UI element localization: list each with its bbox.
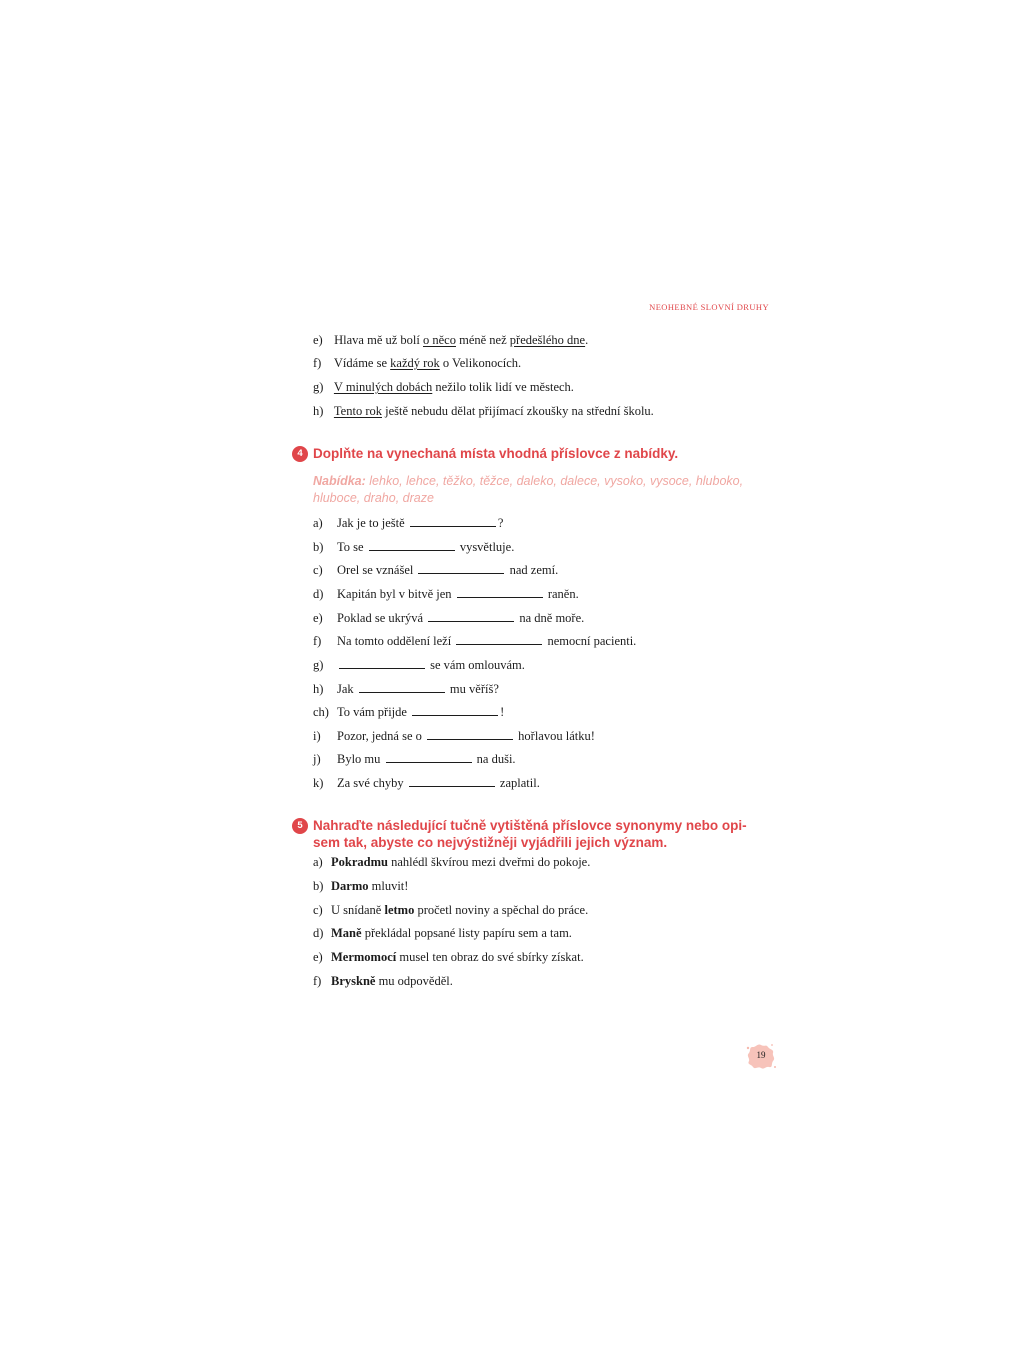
item-text: ? xyxy=(497,516,504,530)
fill-in-blank[interactable] xyxy=(339,656,425,669)
task4-item-b xyxy=(313,538,514,555)
page-number-badge xyxy=(745,1042,777,1072)
item-text: se vám omlouvám. xyxy=(427,658,525,672)
prev-item-h xyxy=(313,403,654,419)
item-text: Kapitán byl v bitvě jen xyxy=(337,587,455,601)
item-text: mluvit! xyxy=(368,879,409,893)
task-number-badge: 4 xyxy=(292,446,308,462)
item-text: Bylo mu xyxy=(337,752,384,766)
bold-adverb: Bryskně xyxy=(331,974,376,988)
fill-in-blank[interactable] xyxy=(386,750,472,763)
page-number: 19 xyxy=(756,1050,766,1060)
item-label: d) xyxy=(313,587,324,601)
item-text: Za své chyby xyxy=(337,776,407,790)
item-text: Vídáme se xyxy=(333,356,391,370)
item-label: b) xyxy=(313,879,324,893)
item-text: ! xyxy=(500,705,505,719)
fill-in-blank[interactable] xyxy=(456,632,542,645)
task4-item-ch xyxy=(313,703,504,720)
bold-adverb: Mermomocí xyxy=(331,950,397,964)
item-text: raněn. xyxy=(544,587,579,601)
fill-in-blank[interactable] xyxy=(359,680,445,693)
task4-item-f xyxy=(313,632,636,649)
item-text: nad zemí. xyxy=(506,563,559,577)
task4-item-j xyxy=(313,750,516,767)
offer-words: lehko, lehce, těžko, těžce, daleko, dalece, vysoko, vysoce, hluboko, xyxy=(365,474,744,488)
bold-adverb: letmo xyxy=(384,903,415,917)
item-text: Pozor, jedná se o xyxy=(337,729,426,743)
item-label: e) xyxy=(313,950,323,964)
item-label: e) xyxy=(313,611,323,625)
task5-item-f xyxy=(313,973,453,989)
item-label: g) xyxy=(313,380,324,394)
fill-in-blank[interactable] xyxy=(412,703,498,716)
task4-item-d xyxy=(313,585,579,602)
task-title-line: Nahraďte následující tučně vytištěná příslovce synonymy nebo opi- xyxy=(313,818,747,833)
item-text: Orel se vznášel xyxy=(337,563,417,577)
bold-adverb: Darmo xyxy=(331,879,369,893)
item-text: Jak xyxy=(337,682,357,696)
item-label: f) xyxy=(313,634,322,648)
item-text: na dně moře. xyxy=(516,611,585,625)
item-text: Jak je to ještě xyxy=(337,516,408,530)
task-title: Doplňte na vynechaná místa vhodná příslovce z nabídky. xyxy=(313,446,679,461)
task4-item-a xyxy=(313,514,503,531)
item-text: U snídaně xyxy=(331,903,385,917)
item-text: ještě nebudu dělat přijímací zkoušky na střední školu. xyxy=(381,404,654,418)
item-label: b) xyxy=(313,540,324,554)
item-text: musel ten obraz do své sbírky získat. xyxy=(396,950,584,964)
item-text: nemocní pacienti. xyxy=(544,634,637,648)
item-text: hořlavou látku! xyxy=(515,729,595,743)
task4-item-h xyxy=(313,680,499,697)
item-label: f) xyxy=(313,356,322,370)
prev-item-f xyxy=(313,355,521,371)
item-text: na duši. xyxy=(473,752,516,766)
item-text: zaplatil. xyxy=(496,776,540,790)
task4-item-k xyxy=(313,774,540,791)
offer-words: hluboce, draho, draze xyxy=(313,491,434,505)
item-label: h) xyxy=(313,682,324,696)
item-text: To se xyxy=(337,540,367,554)
underlined-phrase: V minulých dobách xyxy=(333,380,433,394)
item-text: nežilo tolik lidí ve městech. xyxy=(432,380,574,394)
item-text: Hlava mě už bolí xyxy=(334,333,423,347)
word-offer xyxy=(313,473,753,507)
item-label: i) xyxy=(313,729,321,743)
underlined-phrase: každý rok xyxy=(390,356,440,370)
task5-item-a xyxy=(313,854,590,870)
underlined-phrase: předešlého dne xyxy=(509,333,586,347)
item-label: c) xyxy=(313,563,323,577)
fill-in-blank[interactable] xyxy=(410,514,496,527)
task5-item-e xyxy=(313,949,584,965)
item-label: a) xyxy=(313,516,323,530)
task5-item-b xyxy=(313,878,408,894)
item-text: o Velikonocích. xyxy=(439,356,522,370)
fill-in-blank[interactable] xyxy=(428,609,514,622)
item-label: f) xyxy=(313,974,322,988)
fill-in-blank[interactable] xyxy=(427,727,513,740)
item-label: j) xyxy=(313,752,321,766)
prev-item-g xyxy=(313,379,574,395)
task5-item-d xyxy=(313,925,572,941)
item-label: k) xyxy=(313,776,324,790)
task-title-line: sem tak, abyste co nejvýstižněji vyjádřili jejich význam. xyxy=(313,835,668,850)
item-label: h) xyxy=(313,404,324,418)
item-label: e) xyxy=(313,333,323,347)
prev-item-e xyxy=(313,332,588,348)
fill-in-blank[interactable] xyxy=(418,561,504,574)
task4-item-c xyxy=(313,561,558,578)
bold-adverb: Pokradmu xyxy=(331,855,388,869)
item-text: méně než xyxy=(455,333,510,347)
task4-item-e xyxy=(313,609,584,626)
item-text: nahlédl škvírou mezi dveřmi do pokoje. xyxy=(387,855,591,869)
item-label: ch) xyxy=(313,705,329,719)
item-label: c) xyxy=(313,903,323,917)
fill-in-blank[interactable] xyxy=(409,774,495,787)
item-text: mu věříš? xyxy=(446,682,499,696)
item-label: g) xyxy=(313,658,324,672)
item-text: překládal popsané listy papíru sem a tam. xyxy=(361,926,572,940)
item-text: mu odpověděl. xyxy=(375,974,453,988)
underlined-phrase: Tento rok xyxy=(333,404,382,418)
item-text: pročetl noviny a spěchal do práce. xyxy=(414,903,589,917)
item-label: d) xyxy=(313,926,324,940)
bold-adverb: Maně xyxy=(331,926,362,940)
item-text: Poklad se ukrývá xyxy=(337,611,427,625)
fill-in-blank[interactable] xyxy=(457,585,543,598)
running-head: NEOHEBNÉ SLOVNÍ DRUHY xyxy=(649,302,769,312)
task-number-badge: 5 xyxy=(292,818,308,834)
item-text: To vám přijde xyxy=(337,705,411,719)
underlined-phrase: o něco xyxy=(423,333,456,347)
task4-item-g xyxy=(313,656,525,673)
item-text: . xyxy=(585,333,589,347)
item-text: vysvětluje. xyxy=(456,540,515,554)
fill-in-blank[interactable] xyxy=(369,538,455,551)
task4-item-i xyxy=(313,727,595,744)
task5-item-c xyxy=(313,902,588,918)
item-text: Na tomto oddělení leží xyxy=(337,634,455,648)
item-label: a) xyxy=(313,855,323,869)
offer-label: Nabídka: xyxy=(313,474,366,488)
